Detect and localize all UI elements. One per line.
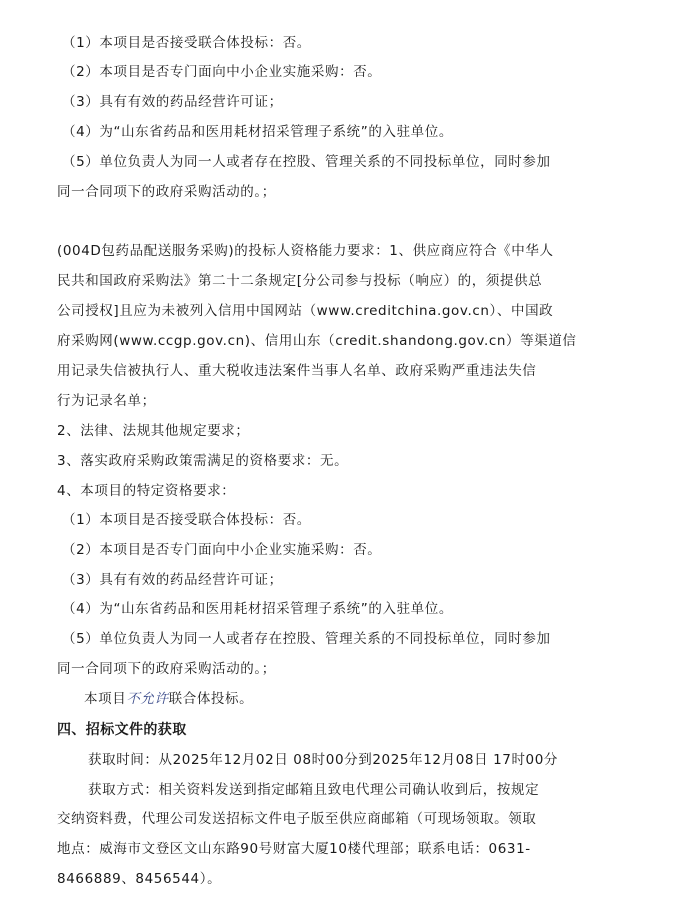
specific-requirement-heading: 4、本项目的特定资格要求： <box>57 483 236 499</box>
acquisition-method-line-4: 8466889、8456544）。 <box>57 871 222 887</box>
consortium-statement <box>84 689 253 709</box>
requirement-line-3: （3）具有有效的药品经营许可证； <box>62 94 283 110</box>
requirement-b-line-5-cont: 同一合同项下的政府采购活动的。； <box>57 661 276 677</box>
consortium-prefix: 本项目 <box>84 691 127 707</box>
requirement-line-1: （1）本项目是否接受联合体投标：否。 <box>62 35 311 51</box>
policy-requirement-line: 3、落实政府采购政策需满足的资格要求：无。 <box>57 453 349 469</box>
consortium-suffix: 联合体投标。 <box>168 691 254 707</box>
acquisition-method-line-2: 交纳资料费，代理公司发送招标文件电子版至供应商邮箱（可现场领取。领取 <box>57 811 537 827</box>
package-paragraph-line-3: 公司授权]且应为未被列入信用中国网站（www.creditchina.gov.cn）、中国政 <box>57 303 554 319</box>
requirement-b-line-3: （3）具有有效的药品经营许可证； <box>62 572 283 588</box>
section-heading: 四、招标文件的获取 <box>57 722 187 738</box>
requirement-b-line-5: （5）单位负责人为同一人或者存在控股、管理关系的不同投标单位，同时参加 <box>62 631 551 647</box>
acquisition-method-line-3: 地点：威海市文登区文山东路90号财富大厦10楼代理部；联系电话：0631- <box>57 841 531 857</box>
requirement-line-2: （2）本项目是否专门面向中小企业实施采购：否。 <box>62 64 382 80</box>
package-paragraph-line-1: (004D包药品配送服务采购)的投标人资格能力要求：1、供应商应符合《中华人 <box>57 243 554 259</box>
acquisition-method-line-1: 获取方式：相关资料发送到指定邮箱且致电代理公司确认收到后，按规定 <box>88 782 540 798</box>
requirement-b-line-4: （4）为“山东省药品和医用耗材招采管理子系统”的入驻单位。 <box>62 601 453 617</box>
package-paragraph-line-6: 行为记录名单； <box>57 393 156 409</box>
requirement-b-line-1: （1）本项目是否接受联合体投标：否。 <box>62 512 311 528</box>
law-requirement-line: 2、法律、法规其他规定要求； <box>57 423 250 439</box>
consortium-highlight: 不允许 <box>126 691 169 707</box>
package-paragraph-line-5: 用记录失信被执行人、重大税收违法案件当事人名单、政府采购严重违法失信 <box>57 363 537 379</box>
package-paragraph-line-2: 民共和国政府采购法》第二十二条规定[分公司参与投标（响应）的，须提供总 <box>57 273 543 289</box>
requirement-line-5-cont: 同一合同项下的政府采购活动的。； <box>57 184 276 200</box>
requirement-line-5: （5）单位负责人为同一人或者存在控股、管理关系的不同投标单位，同时参加 <box>62 154 551 170</box>
acquisition-time: 获取时间：从2025年12月02日 08时00分到2025年12月08日 17时00分 <box>88 752 559 768</box>
package-paragraph-line-4: 府采购网(www.ccgp.gov.cn)、信用山东（credit.shandong.gov.cn）等渠道信 <box>57 333 577 349</box>
requirement-line-4: （4）为“山东省药品和医用耗材招采管理子系统”的入驻单位。 <box>62 124 453 140</box>
requirement-b-line-2: （2）本项目是否专门面向中小企业实施采购：否。 <box>62 542 382 558</box>
